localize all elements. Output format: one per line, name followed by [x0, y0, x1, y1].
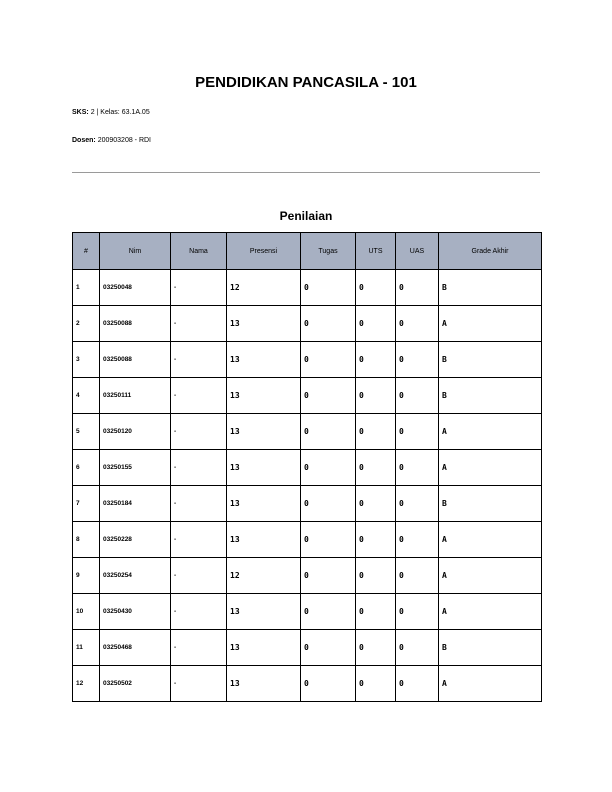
cell-grade-akhir: A: [439, 414, 542, 450]
cell-grade-akhir: A: [439, 666, 542, 702]
column-header-number: #: [73, 233, 100, 270]
cell-nama: -: [171, 558, 227, 594]
cell-number: 1: [73, 270, 100, 306]
table-row: [73, 270, 542, 306]
lecturer-info: [72, 137, 151, 144]
cell-uts: 0: [356, 450, 396, 486]
cell-grade-akhir: B: [439, 630, 542, 666]
cell-tugas: 0: [301, 378, 356, 414]
cell-number: 3: [73, 342, 100, 378]
column-header-uts: UTS: [356, 233, 396, 270]
cell-tugas: 0: [301, 450, 356, 486]
cell-presensi: 13: [227, 594, 301, 630]
cell-nim: 03250254: [100, 558, 171, 594]
cell-uas: 0: [396, 342, 439, 378]
grades-table: [72, 232, 542, 702]
cell-uts: 0: [356, 270, 396, 306]
cell-uts: 0: [356, 342, 396, 378]
cell-nama: -: [171, 630, 227, 666]
cell-tugas: 0: [301, 270, 356, 306]
table-row: [73, 378, 542, 414]
cell-tugas: 0: [301, 558, 356, 594]
cell-tugas: 0: [301, 666, 356, 702]
cell-number: 12: [73, 666, 100, 702]
table-row: [73, 486, 542, 522]
cell-uts: 0: [356, 630, 396, 666]
cell-nama: -: [171, 378, 227, 414]
table-row: [73, 414, 542, 450]
divider: [72, 172, 540, 173]
cell-uts: 0: [356, 414, 396, 450]
cell-uas: 0: [396, 486, 439, 522]
cell-grade-akhir: A: [439, 594, 542, 630]
cell-grade-akhir: B: [439, 486, 542, 522]
dosen-value: 200903208 - RDI: [97, 137, 152, 144]
cell-uts: 0: [356, 558, 396, 594]
cell-uts: 0: [356, 486, 396, 522]
table-row: [73, 594, 542, 630]
sks-class-value: 2 | Kelas: 63.1A.05: [90, 109, 150, 116]
cell-nim: 03250228: [100, 522, 171, 558]
cell-nama: -: [171, 270, 227, 306]
cell-tugas: 0: [301, 342, 356, 378]
cell-presensi: 13: [227, 666, 301, 702]
cell-uts: 0: [356, 306, 396, 342]
cell-uas: 0: [396, 414, 439, 450]
cell-number: 4: [73, 378, 100, 414]
cell-nama: -: [171, 450, 227, 486]
table-row: [73, 450, 542, 486]
cell-number: 8: [73, 522, 100, 558]
table-row: [73, 342, 542, 378]
cell-nim: 03250468: [100, 630, 171, 666]
cell-nama: -: [171, 342, 227, 378]
cell-uas: 0: [396, 630, 439, 666]
table-row: [73, 666, 542, 702]
cell-tugas: 0: [301, 486, 356, 522]
cell-uas: 0: [396, 270, 439, 306]
sks-class-info: [72, 109, 150, 116]
column-header-nama: Nama: [171, 233, 227, 270]
cell-presensi: 13: [227, 414, 301, 450]
table-body: [73, 270, 542, 702]
cell-nama: -: [171, 486, 227, 522]
cell-number: 2: [73, 306, 100, 342]
cell-nama: -: [171, 666, 227, 702]
sks-label: SKS:: [72, 109, 89, 116]
cell-number: 7: [73, 486, 100, 522]
cell-uas: 0: [396, 378, 439, 414]
cell-uts: 0: [356, 594, 396, 630]
cell-presensi: 12: [227, 558, 301, 594]
cell-tugas: 0: [301, 414, 356, 450]
cell-nama: -: [171, 522, 227, 558]
cell-grade-akhir: A: [439, 558, 542, 594]
cell-nim: 03250088: [100, 306, 171, 342]
cell-number: 11: [73, 630, 100, 666]
cell-number: 5: [73, 414, 100, 450]
cell-nama: -: [171, 594, 227, 630]
cell-nim: 03250120: [100, 414, 171, 450]
cell-grade-akhir: A: [439, 522, 542, 558]
cell-presensi: 13: [227, 342, 301, 378]
cell-grade-akhir: B: [439, 270, 542, 306]
cell-uas: 0: [396, 558, 439, 594]
cell-presensi: 13: [227, 306, 301, 342]
cell-presensi: 13: [227, 378, 301, 414]
cell-presensi: 13: [227, 486, 301, 522]
column-header-grade-akhir: Grade Akhir: [439, 233, 542, 270]
cell-grade-akhir: A: [439, 306, 542, 342]
column-header-tugas: Tugas: [301, 233, 356, 270]
cell-presensi: 13: [227, 450, 301, 486]
cell-nama: -: [171, 414, 227, 450]
cell-presensi: 13: [227, 630, 301, 666]
cell-grade-akhir: B: [439, 342, 542, 378]
column-header-uas: UAS: [396, 233, 439, 270]
cell-nim: 03250088: [100, 342, 171, 378]
cell-nim: 03250502: [100, 666, 171, 702]
cell-uts: 0: [356, 378, 396, 414]
section-title: Penilaian: [279, 209, 333, 223]
table-header-row: [73, 233, 542, 270]
cell-tugas: 0: [301, 306, 356, 342]
cell-uas: 0: [396, 594, 439, 630]
table-row: [73, 306, 542, 342]
cell-uas: 0: [396, 450, 439, 486]
dosen-label: Dosen:: [72, 137, 96, 144]
cell-nim: 03250155: [100, 450, 171, 486]
cell-tugas: 0: [301, 522, 356, 558]
table-row: [73, 558, 542, 594]
cell-nim: 03250048: [100, 270, 171, 306]
cell-tugas: 0: [301, 594, 356, 630]
cell-uts: 0: [356, 522, 396, 558]
table-row: [73, 630, 542, 666]
cell-nim: 03250184: [100, 486, 171, 522]
cell-nama: -: [171, 306, 227, 342]
cell-grade-akhir: B: [439, 378, 542, 414]
cell-presensi: 12: [227, 270, 301, 306]
cell-number: 6: [73, 450, 100, 486]
cell-nim: 03250111: [100, 378, 171, 414]
table-row: [73, 522, 542, 558]
cell-uas: 0: [396, 522, 439, 558]
cell-grade-akhir: A: [439, 450, 542, 486]
cell-presensi: 13: [227, 522, 301, 558]
column-header-nim: Nim: [100, 233, 171, 270]
cell-number: 9: [73, 558, 100, 594]
column-header-presensi: Presensi: [227, 233, 301, 270]
cell-uas: 0: [396, 306, 439, 342]
cell-tugas: 0: [301, 630, 356, 666]
page-title: PENDIDIKAN PANCASILA - 101: [195, 74, 417, 91]
cell-number: 10: [73, 594, 100, 630]
cell-nim: 03250430: [100, 594, 171, 630]
cell-uas: 0: [396, 666, 439, 702]
cell-uts: 0: [356, 666, 396, 702]
